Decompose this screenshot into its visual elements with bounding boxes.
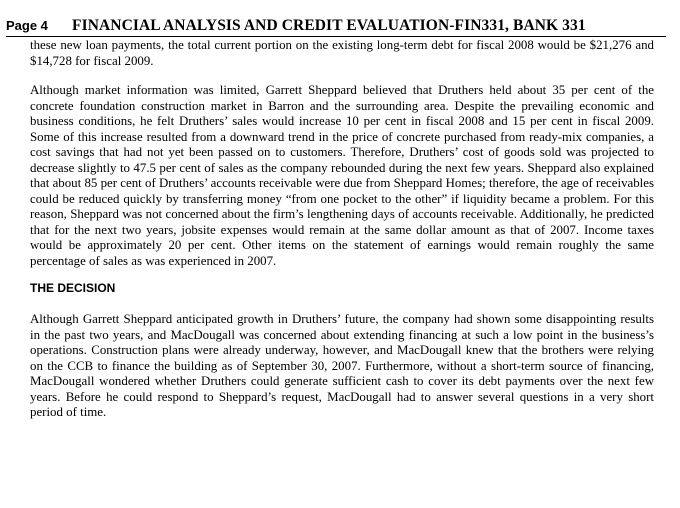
paragraph-decision: Although Garrett Sheppard anticipated growth in Druthers’ future, the company had shown some disappointing results in the past two years, and MacDougall was concerned about extending financing at such a low point in the business’s operations. Construction plans were already underway, however, and MacDougall knew that the brothers were relying on the CCB to finance the building as of September 30, 2007. Furthermore, without a short-term source of financing, MacDougall wondered whether Druthers could generate sufficient cash to cover its debt payments over the next few years. Before he could respond to Sheppard’s request, MacDougall had to answer several questions in a very short period of time. bbox=[30, 312, 654, 419]
header-title: FINANCIAL ANALYSIS AND CREDIT EVALUATION-FIN331, BANK 331 bbox=[72, 17, 586, 34]
page-number: Page 4 bbox=[6, 18, 48, 33]
page-header bbox=[6, 17, 666, 37]
document-body bbox=[30, 38, 654, 421]
section-heading-the-decision: THE DECISION bbox=[30, 281, 116, 295]
paragraph-market-information: Although market information was limited, Garrett Sheppard believed that Druthers held about 35 per cent of the concrete foundation construction market in Barron and the surrounding area. Despite the prevailing economic and business conditions, he felt Druthers’ sales would increase 10 per cent in fiscal 2008 and 15 per cent in fiscal 2009. Some of this increase resulted from a downward trend in the price of concrete purchased from ready-mix companies, a cost savings that had not yet been passed on to customers. Therefore, Druthers’ cost of goods sold was projected to decrease slightly to 47.5 per cent of sales as the company rebounded during the next few years. Sheppard also explained that about 85 per cent of Druthers’ accounts receivable were due from Sheppard Homes; therefore, the age of receivables could be reduced quickly by transferring money “from one pocket to the other” if liquidity became a problem. For this reason, Sheppard was not concerned about the firm’s lengthening days of accounts receivable. Additionally, he predicted that for the next two years, jobsite expenses would remain at the same dollar amount as that of 2007. Income taxes would be approximately 20 per cent. Other items on the statement of earnings would remain roughly the same percentage of sales as was experienced in 2007. bbox=[30, 83, 654, 268]
paragraph-continuation: these new loan payments, the total current portion on the existing long-term debt for fiscal 2008 would be $21,276 and $14,728 for fiscal 2009. bbox=[30, 38, 654, 68]
